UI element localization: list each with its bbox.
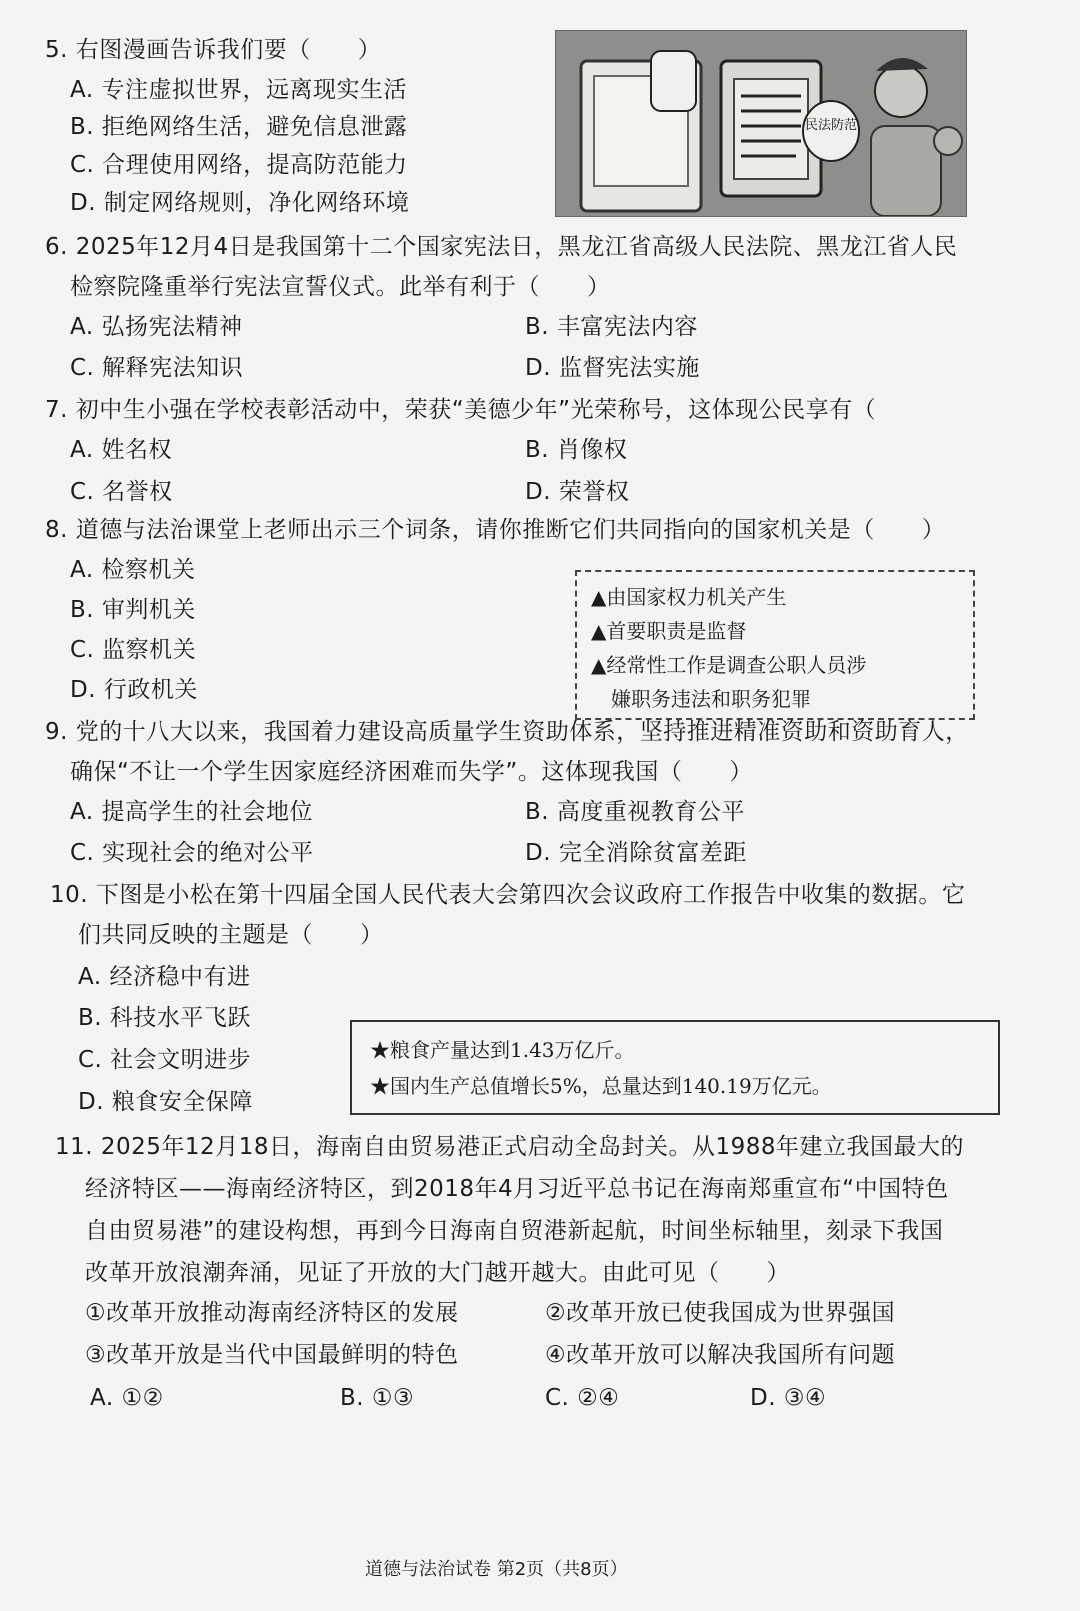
q5-option-c: C. 合理使用网络，提高防范能力 — [70, 152, 408, 178]
q6-stem-line1: 6. 2025年12月4日是我国第十二个国家宪法日，黑龙江省高级人民法院、黑龙江省人民 — [45, 234, 958, 260]
q10-option-d: D. 粮食安全保障 — [78, 1089, 253, 1115]
q11-stem-line1: 11. 2025年12月18日，海南自由贸易港正式启动全岛封关。从1988年建立我国最大的 — [55, 1134, 964, 1160]
q8-option-b: B. 审判机关 — [70, 597, 196, 623]
q8-clue-3-cont: 嫌职务违法和职务犯罪 — [591, 687, 811, 711]
cartoon-illustration — [556, 31, 966, 216]
q9-option-d: D. 完全消除贫富差距 — [525, 840, 747, 866]
q9-option-c: C. 实现社会的绝对公平 — [70, 840, 314, 866]
q10-stem-line2: 们共同反映的主题是（ ） — [78, 922, 384, 948]
q6-option-a: A. 弘扬宪法精神 — [70, 314, 243, 340]
q8-stem: 8. 道德与法治课堂上老师出示三个词条，请你推断它们共同指向的国家机关是（ ） — [45, 517, 946, 543]
page-footer: 道德与法治试卷 第2页（共8页） — [365, 1559, 628, 1580]
q9-option-a: A. 提高学生的社会地位 — [70, 799, 313, 825]
q5-option-d: D. 制定网络规则，净化网络环境 — [70, 190, 410, 216]
q11-stem-line3: 自由贸易港”的建设构想，再到今日海南自贸港新起航，时间坐标轴里，刻录下我国 — [85, 1218, 944, 1244]
q9-option-b: B. 高度重视教育公平 — [525, 799, 745, 825]
q8-clue-box — [575, 570, 975, 720]
q7-option-b: B. 肖像权 — [525, 437, 628, 463]
q8-clue-2: ▲首要职责是监督 — [591, 619, 747, 643]
q8-clue-3: ▲经常性工作是调查公职人员涉 — [591, 653, 867, 677]
q11-option-d: D. ③④ — [750, 1385, 827, 1411]
q5-stem: 5. 右图漫画告诉我们要（ ） — [45, 37, 382, 63]
cartoon-image — [555, 30, 967, 217]
q10-option-c: C. 社会文明进步 — [78, 1047, 252, 1073]
q11-stem-line2: 经济特区——海南经济特区，到2018年4月习近平总书记在海南郑重宣布“中国特色 — [85, 1176, 949, 1202]
q11-stem-line4: 改革开放浪潮奔涌，见证了开放的大门越开越大。由此可见（ ） — [85, 1260, 790, 1286]
q6-option-c: C. 解释宪法知识 — [70, 355, 244, 381]
q11-statement-2: ②改革开放已使我国成为世界强国 — [545, 1300, 896, 1326]
q7-stem: 7. 初中生小强在学校表彰活动中，荣获“美德少年”光荣称号，这体现公民享有（ — [45, 397, 877, 423]
q7-option-c: C. 名誉权 — [70, 479, 173, 505]
q10-option-b: B. 科技水平飞跃 — [78, 1005, 251, 1031]
q9-stem-line1: 9. 党的十八大以来，我国着力建设高质量学生资助体系，坚持推进精准资助和资助育人， — [45, 719, 969, 745]
q11-statement-3: ③改革开放是当代中国最鲜明的特色 — [85, 1342, 459, 1368]
q6-option-b: B. 丰富宪法内容 — [525, 314, 698, 340]
q5-option-a: A. 专注虚拟世界，远离现实生活 — [70, 77, 407, 103]
q7-option-a: A. 姓名权 — [70, 437, 172, 463]
q10-stem-line1: 10. 下图是小松在第十四届全国人民代表大会第四次会议政府工作报告中收集的数据。它 — [50, 882, 966, 908]
q10-data-box — [350, 1020, 1000, 1115]
q11-statement-1: ①改革开放推动海南经济特区的发展 — [85, 1300, 459, 1326]
q8-option-d: D. 行政机关 — [70, 677, 198, 703]
q8-option-a: A. 检察机关 — [70, 557, 196, 583]
q6-stem-line2: 检察院隆重举行宪法宣誓仪式。此举有利于（ ） — [70, 274, 611, 300]
q11-option-a: A. ①② — [90, 1385, 164, 1411]
q10-option-a: A. 经济稳中有进 — [78, 964, 251, 990]
q10-data-2: ★国内生产总值增长5%，总量达到140.19万亿元。 — [370, 1074, 832, 1098]
q9-stem-line2: 确保“不让一个学生因家庭经济困难而失学”。这体现我国（ ） — [70, 759, 753, 785]
q11-option-c: C. ②④ — [545, 1385, 620, 1411]
q5-option-b: B. 拒绝网络生活，避免信息泄露 — [70, 114, 408, 140]
q11-option-b: B. ①③ — [340, 1385, 415, 1411]
q7-option-d: D. 荣誉权 — [525, 479, 630, 505]
q6-option-d: D. 监督宪法实施 — [525, 355, 700, 381]
q8-option-c: C. 监察机关 — [70, 637, 197, 663]
cartoon-bubble-text: 民法防范 — [804, 118, 858, 133]
q10-data-1: ★粮食产量达到1.43万亿斤。 — [370, 1038, 635, 1062]
q11-statement-4: ④改革开放可以解决我国所有问题 — [545, 1342, 896, 1368]
q8-clue-1: ▲由国家权力机关产生 — [591, 585, 787, 609]
